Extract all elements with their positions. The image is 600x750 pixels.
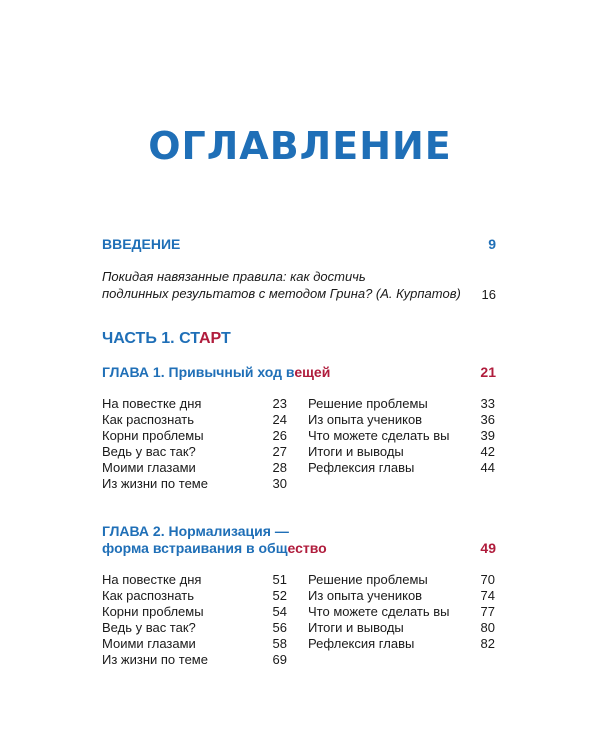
chapter2-right-list — [308, 572, 495, 652]
chapter1-left-list — [102, 396, 287, 492]
part-label-c: Т — [221, 330, 231, 347]
item-label: Ведь у вас так? — [102, 444, 196, 459]
item-page: 82 — [480, 636, 495, 651]
item-label: Как распознать — [102, 588, 194, 603]
chapter1-heading[interactable] — [102, 364, 496, 382]
list-item[interactable] — [102, 476, 287, 492]
item-label: Из жизни по теме — [102, 476, 208, 491]
chapter2-title-line2 — [102, 540, 496, 557]
list-item[interactable] — [102, 428, 287, 444]
item-page: 42 — [480, 444, 495, 459]
intro-page: 9 — [488, 236, 496, 252]
intro-entry-page: 16 — [481, 287, 496, 302]
item-label: Моими глазами — [102, 636, 196, 651]
item-page: 26 — [272, 428, 287, 443]
chapter2-title-line2-b: ество — [287, 540, 327, 556]
item-label: Решение проблемы — [308, 396, 428, 411]
item-label: Как распознать — [102, 412, 194, 427]
list-item[interactable] — [102, 588, 287, 604]
item-page: 51 — [272, 572, 287, 587]
item-label: Решение проблемы — [308, 572, 428, 587]
item-label: На повестке дня — [102, 572, 202, 587]
list-item[interactable] — [102, 412, 287, 428]
item-label: Моими глазами — [102, 460, 196, 475]
list-item[interactable] — [102, 444, 287, 460]
item-label: Из жизни по теме — [102, 652, 208, 667]
list-item[interactable] — [102, 460, 287, 476]
list-item[interactable] — [308, 620, 495, 636]
part-label-b: АР — [198, 330, 221, 347]
item-page: 33 — [480, 396, 495, 411]
item-page: 56 — [272, 620, 287, 635]
item-page: 54 — [272, 604, 287, 619]
list-item[interactable] — [102, 396, 287, 412]
item-label: Что можете сделать вы — [308, 604, 450, 619]
list-item[interactable] — [308, 396, 495, 412]
list-item[interactable] — [308, 428, 495, 444]
chapter1-title-b: ещей — [294, 364, 331, 380]
intro-heading-row[interactable] — [102, 236, 496, 254]
list-item[interactable] — [102, 636, 287, 652]
chapter2-title-line1: ГЛАВА 2. Нормализация — — [102, 523, 289, 539]
list-item[interactable] — [308, 412, 495, 428]
list-item[interactable] — [308, 572, 495, 588]
list-item[interactable] — [308, 636, 495, 652]
item-page: 36 — [480, 412, 495, 427]
list-item[interactable] — [102, 604, 287, 620]
chapter2-title-line2-a: форма встраивания в общ — [102, 540, 288, 556]
chapter1-title — [102, 364, 330, 380]
item-page: 52 — [272, 588, 287, 603]
item-label: На повестке дня — [102, 396, 202, 411]
item-label: Рефлексия главы — [308, 636, 415, 651]
list-item[interactable] — [308, 588, 495, 604]
item-label: Рефлексия главы — [308, 460, 415, 475]
chapter1-right-list — [308, 396, 495, 476]
item-page: 58 — [272, 636, 287, 651]
chapter2-heading[interactable] — [102, 523, 496, 559]
item-label: Итоги и выводы — [308, 444, 404, 459]
chapter2-page: 49 — [480, 540, 496, 556]
item-page: 69 — [272, 652, 287, 667]
list-item[interactable] — [308, 460, 495, 476]
intro-heading: ВВЕДЕНИЕ — [102, 236, 181, 252]
item-label: Ведь у вас так? — [102, 620, 196, 635]
list-item[interactable] — [102, 620, 287, 636]
item-page: 39 — [480, 428, 495, 443]
list-item[interactable] — [102, 572, 287, 588]
item-page: 27 — [272, 444, 287, 459]
intro-entry-line1: Покидая навязанные правила: как достичь — [102, 269, 366, 284]
item-page: 28 — [272, 460, 287, 475]
item-page: 70 — [480, 572, 495, 587]
chapter1-title-a: ГЛАВА 1. Привычный ход в — [102, 364, 295, 380]
list-item[interactable] — [102, 652, 287, 668]
item-label: Что можете сделать вы — [308, 428, 450, 443]
item-page: 30 — [272, 476, 287, 491]
item-page: 44 — [480, 460, 495, 475]
item-label: Корни проблемы — [102, 604, 204, 619]
item-page: 80 — [480, 620, 495, 635]
list-item[interactable] — [308, 444, 495, 460]
item-label: Из опыта учеников — [308, 588, 423, 603]
item-label: Корни проблемы — [102, 428, 204, 443]
chapter1-page: 21 — [480, 364, 496, 380]
item-page: 77 — [480, 604, 495, 619]
chapter2-left-list — [102, 572, 287, 668]
item-label: Итоги и выводы — [308, 620, 404, 635]
item-page: 24 — [272, 412, 287, 427]
list-item[interactable] — [308, 604, 495, 620]
intro-entry-line2: подлинных результатов с методом Грина? (А. Курпатов) — [102, 286, 461, 301]
item-page: 23 — [272, 396, 287, 411]
intro-entry[interactable] — [102, 268, 496, 302]
part-heading — [102, 330, 231, 348]
part-label-a: ЧАСТЬ 1. СТ — [102, 330, 199, 347]
toc-title: ОГЛАВЛЕНИЕ — [148, 124, 452, 168]
item-label: Из опыта учеников — [308, 412, 423, 427]
item-page: 74 — [480, 588, 495, 603]
